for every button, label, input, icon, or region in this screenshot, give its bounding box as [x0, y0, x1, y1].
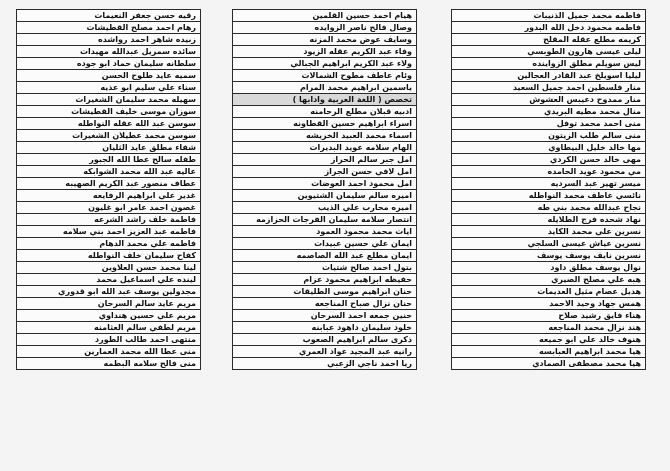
- name-row: خلود سليمان داهود عبابنه: [232, 322, 417, 334]
- name-row: هند نزال محمد المناجعه: [451, 322, 646, 334]
- name-row: ليلى عيسى هارون الطوبسي: [451, 46, 646, 58]
- name-row: فاطمه علي محمد الدهام: [16, 238, 201, 250]
- names-column-middle: [232, 9, 417, 370]
- name-row: اسراء ابراهيم حسين القطاونه: [232, 118, 417, 130]
- name-row: انتصار سلامه سليمان الفرجات الحزازمه: [232, 214, 417, 226]
- name-row: هنوف خالد علي ابو جميعه: [451, 334, 646, 346]
- name-row: شفاء مطلق عايد الثليان: [16, 142, 201, 154]
- name-row: وصال فالح ناصر الزوايده: [232, 22, 417, 34]
- name-row: لينده علي اسماعيل محمد: [16, 274, 201, 286]
- name-row: وفاء عبد الكريم عقله الزيود: [232, 46, 417, 58]
- name-row: سوزان موسى خليف القطيشات: [16, 106, 201, 118]
- name-row: زبيده شاهر احمد رواشده: [16, 34, 201, 46]
- name-row: غدير علي ابراهيم الرفايعه: [16, 190, 201, 202]
- name-row: منى سالم طلب الزيتون: [451, 130, 646, 142]
- name-row: هيام احمد حسين القلمين: [232, 9, 417, 22]
- name-row: منار ممدوح دعيبس العشوش: [451, 94, 646, 106]
- name-row: كفاح سليمان خلف النواطله: [16, 250, 201, 262]
- name-row: لينا محمد حسن العلاوين: [16, 262, 201, 274]
- name-row: حنان ابراهيم موسى الطليقات: [232, 286, 417, 298]
- name-row: مريم عايد سالم السرحان: [16, 298, 201, 310]
- name-row: عاليه عبد الله محمد الشوابكه: [16, 166, 201, 178]
- name-row: نسرين نايف يوسف يوسف: [451, 250, 646, 262]
- name-row: مهى خالد حسن الكردي: [451, 154, 646, 166]
- name-row: مريم علي حسين هنداوي: [16, 310, 201, 322]
- name-row: مجدولين يوسف عبد الله ابو قدوري: [16, 286, 201, 298]
- name-row: سناء علي سليم ابو عذيه: [16, 82, 201, 94]
- name-row: سلطانه سليمان حماد ابو جوده: [16, 58, 201, 70]
- name-row: اميره سالم سليمان الشتيوين: [232, 190, 417, 202]
- name-row: امل جبر سالم الحراز: [232, 154, 417, 166]
- name-row: هناء فايق رشيد صلاح: [451, 310, 646, 322]
- name-row: ليس سويلم مطلق الزواينده: [451, 58, 646, 70]
- name-row: ريا احمد ناجي الزعبي: [232, 358, 417, 370]
- name-row: ايمان علي حسين عبيدات: [232, 238, 417, 250]
- name-row: همس جهاد وحيد الاحمد: [451, 298, 646, 310]
- name-row: منى فالح سلامه البطمه: [16, 358, 201, 370]
- name-row: كريمه مطلع عقله المقلح: [451, 34, 646, 46]
- name-row: فاطمه محمود دخل الله البدور: [451, 22, 646, 34]
- name-row: ميسر تهير عبد السرديه: [451, 178, 646, 190]
- name-row: حنان نزال صباح المناجعه: [232, 298, 417, 310]
- name-row: نسرين عياش عيسى السلجي: [451, 238, 646, 250]
- name-row: حفيظه ابراهيم محمود عزام: [232, 274, 417, 286]
- name-row: فاطمة خلف راشد الشرعه: [16, 214, 201, 226]
- name-row: نسرين علي محمد الكايد: [451, 226, 646, 238]
- name-row: منال محمد مطيه البريدي: [451, 106, 646, 118]
- name-row: مي محمود عويد الحامده: [451, 166, 646, 178]
- name-row: وئام عاطف مطوح الشمالات: [232, 70, 417, 82]
- name-row: امل لافي حسن الجراز: [232, 166, 417, 178]
- name-row: منى عطا الله محمد العمارين: [16, 346, 201, 358]
- name-row: ادبيه قبلان مطلع الرحامنه: [232, 106, 417, 118]
- name-row: فاطمه محمد جميل الذنيبات: [451, 9, 646, 22]
- name-row: ياسمين ابراهيم محمد المرام: [232, 82, 417, 94]
- name-row: وسايف عوض محمد المزنه: [232, 34, 417, 46]
- name-row: ذكرى سالم ابراهيم الصعوب: [232, 334, 417, 346]
- name-row: منى احمد محمد توفل: [451, 118, 646, 130]
- name-row: مريم لطفي سالم العثامنه: [16, 322, 201, 334]
- name-row: هيا محمد مصطفى الصمادي: [451, 358, 646, 370]
- name-row: مها خالد خليل البيطاوي: [451, 142, 646, 154]
- name-row: سميه عايد طلوح الحسن: [16, 70, 201, 82]
- name-row: ولاء عبد الكريم ابراهيم الجبالي: [232, 58, 417, 70]
- name-row: نائسي عاطف محمد النواطله: [451, 190, 646, 202]
- name-row: اسماء محمد العبيد الخريشه: [232, 130, 417, 142]
- name-row: سهيله محمد سليمان الشغيرات: [16, 94, 201, 106]
- name-row: ايات محمد محمود العمود: [232, 226, 417, 238]
- name-row: ليليا اسويلخ عبد القادر العجالين: [451, 70, 646, 82]
- name-row: فاطمه عبد العزيز احمد بني سلامه: [16, 226, 201, 238]
- section-header-row: تخصص ( اللغة العربية وادابها ): [232, 94, 417, 106]
- name-row: نوال يوسف مطلق داود: [451, 262, 646, 274]
- name-row: امل محمود احمد العوضات: [232, 178, 417, 190]
- names-column-left: [16, 9, 201, 370]
- name-row: طفله سالح عطا الله الجبور: [16, 154, 201, 166]
- name-row: رانيه عبد المجيد عواد العمري: [232, 346, 417, 358]
- name-row: سوسن محمد عطيلان الشغيرات: [16, 130, 201, 142]
- name-row: نهاد شحده فرج الطلايله: [451, 214, 646, 226]
- name-row: سوسن عبد الله عقله النواطله: [16, 118, 201, 130]
- name-row: غصون احمد عامر ابو غليون: [16, 202, 201, 214]
- name-row: ايمان مطلع عبد الله الصاصمه: [232, 250, 417, 262]
- name-row: هبه علي مصلح الصيري: [451, 274, 646, 286]
- name-row: هديل عصام مثيل العديمات: [451, 286, 646, 298]
- name-row: حنين جمعه احمد السرحان: [232, 310, 417, 322]
- name-row: الهام سلامه عويد البديرات: [232, 142, 417, 154]
- name-row: بتول احمد صالح شتيات: [232, 262, 417, 274]
- name-row: نجاح عبدالله محمد بني طه: [451, 202, 646, 214]
- name-row: اميره محارب علي الذيب: [232, 202, 417, 214]
- name-row: رقيه حسن جعفر النعيمات: [16, 9, 201, 22]
- name-row: سائده سمريل عبدالله مهيدات: [16, 46, 201, 58]
- name-row: منتهى احمد طالب الطورد: [16, 334, 201, 346]
- names-column-right: [451, 9, 646, 370]
- name-row: عطاف منصور عبد الكريم الصهيبه: [16, 178, 201, 190]
- name-row: منار فلسطين احمد جميل السعيد: [451, 82, 646, 94]
- name-row: رهام احمد مصلح القطيشات: [16, 22, 201, 34]
- name-row: هيا محمد ابراهيم العبابسه: [451, 346, 646, 358]
